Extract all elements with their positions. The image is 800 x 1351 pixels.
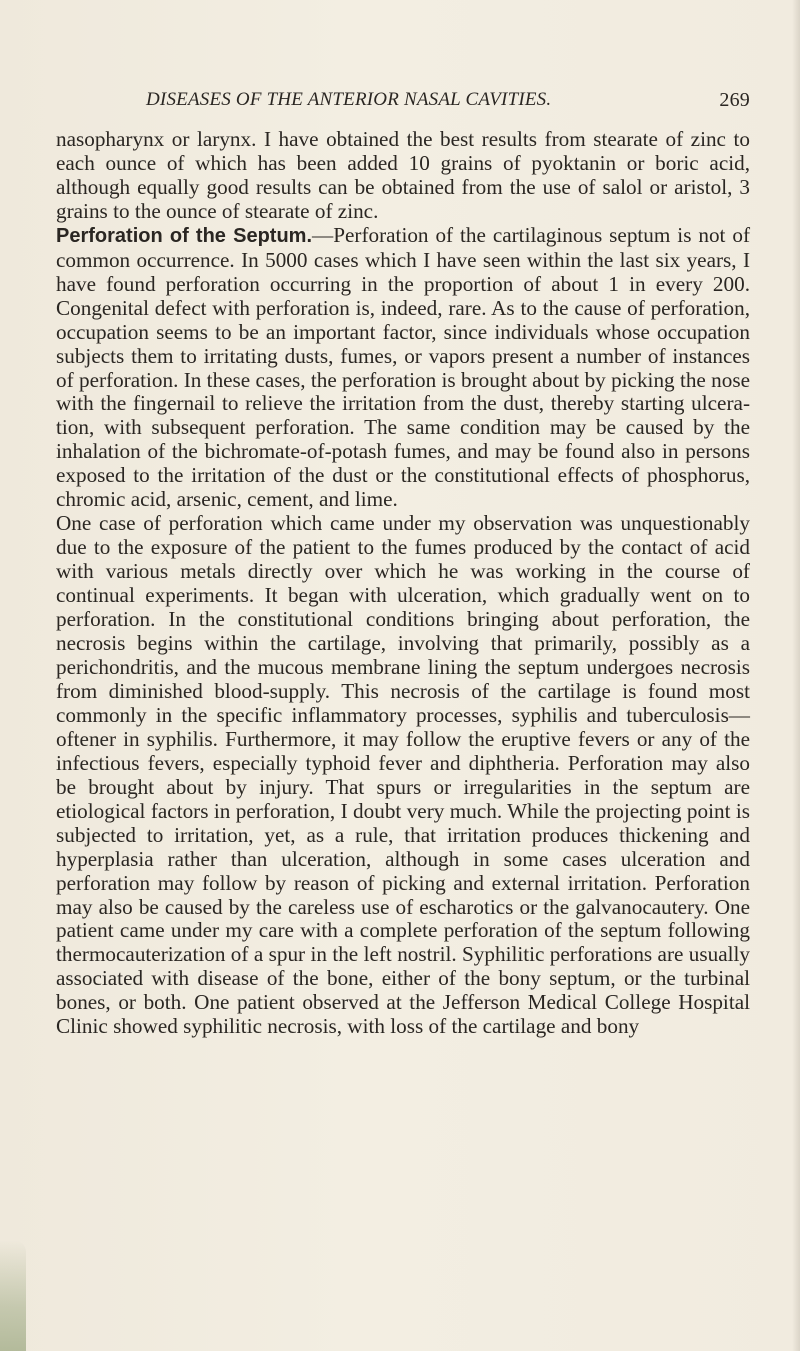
page-number: 269 bbox=[719, 89, 750, 111]
paragraph-case: One case of perforation which came under my observation was unquestionably due to the exposure of the patient to the fumes produced by the contact of acid with various metals directly over which he was working in the course of continual experiments. It began with ulceration, which gradually went on to perforation. In the constitutional conditions bringing about perforation, the necrosis begins within the cartilage, involving that primarily, possibly as a perichondritis, and the mucous membrane lining the septum undergoes necrosis from diminished blood-supply. This necrosis of the cartilage is found most commonly in the specific inflammatory processes, syphilis and tuberculosis—oftener in syphilis. Furthermore, it may follow the eruptive fevers or any of the infectious fevers, especially typhoid fever and diphtheria. Perforation may also be brought about by injury. That spurs or irregularities in the septum are etiological factors in perforation, I doubt very much. While the projecting point is subjected to irritation, yet, as a rule, that irritation produces thickening and hyperplasia rather than ulceration, although in some cases ulceration and perforation may follow by reason of picking and external irritation. Perforation may also be caused by the careless use of escharotics or the galvanocautery. One patient came under my care with a complete perforation of the septum following thermocauterization of a spur in the left nostril. Syphilitic perforations are usually associated with disease of the bone, either of the bony septum, or the turbinal bones, or both. One patient observed at the Jefferson Medical College Hospital Clinic showed syphilitic necrosis, with loss of the cartilage and bony bbox=[56, 511, 750, 1039]
page-stain bbox=[0, 1240, 26, 1351]
page-edge-shadow bbox=[792, 0, 800, 1351]
paragraph-perforation bbox=[56, 224, 750, 512]
running-title: DISEASES OF THE ANTERIOR NASAL CAVITIES. bbox=[146, 89, 552, 110]
paragraph-continuation: nasopharynx or larynx. I have obtained the best results from stearate of zinc to each ounce of which has been added 10 grains of pyoktanin or boric acid, although equally good results can be obtained from the use of salol or aristol, 3 grains to the ounce of stearate of zinc. bbox=[56, 127, 750, 223]
section-heading: Perforation of the Septum. bbox=[56, 224, 313, 247]
body-text bbox=[56, 128, 750, 1039]
running-header bbox=[146, 89, 750, 115]
section-text: —Perforation of the cartilaginous septum is not of common occurrence. In 5000 cases which I have seen within the last six years, I have found perforation occurring in the proportion of about 1 in every 200. Congenital defect with perforation is, indeed, rare. As to the cause of perforation, occupation seems to be an important factor, since individuals whose occupation subjects them to irritating dusts, fumes, or vapors present a number of instances of perforation. In these cases, the perforation is brought about by picking the nose with the fingernail to relieve the irritation from the dust, thereby starting ulceration, with subsequent perforation. The same condition may be caused by the inhalation of the bichromate-of-potash fumes, and may be found also in persons exposed to the irritation of the dust or the constitutional effects of phosphorus, chromic acid, arsenic, cement, and lime. bbox=[56, 222, 751, 512]
